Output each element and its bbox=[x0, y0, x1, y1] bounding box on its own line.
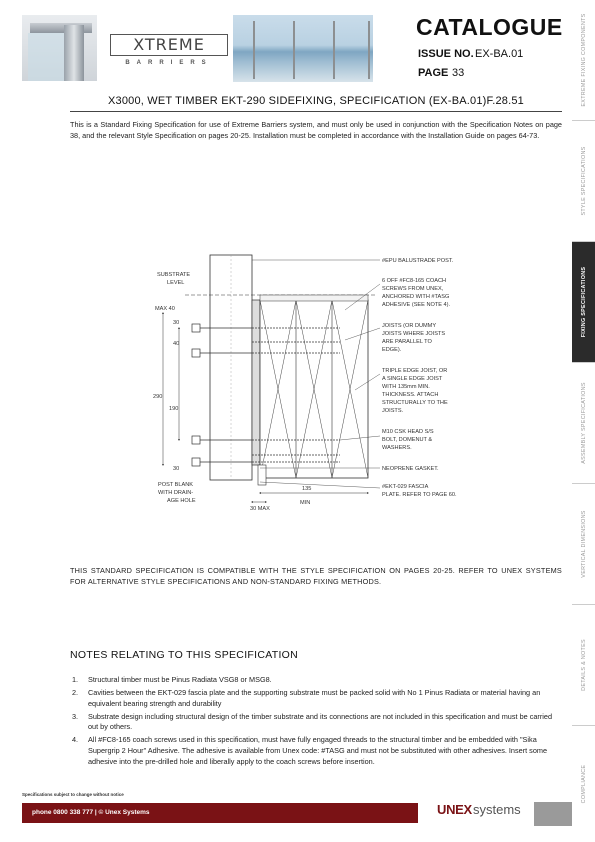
svg-text:BOLT, DOMENUT &: BOLT, DOMENUT & bbox=[382, 437, 433, 443]
footer-contact: phone 0800 338 777 | © Unex Systems bbox=[32, 809, 150, 816]
sidebar-item-details[interactable] bbox=[572, 605, 595, 726]
sidebar-item-assembly[interactable] bbox=[572, 363, 595, 484]
logo-word: XTREME bbox=[110, 34, 228, 56]
list-item: 4. All #FC8-165 coach screws used in this specification, must have fully engaged threads to the structural timber and be embedded with "Sika Supergrip 2 Hour" Adhesive. The adhesive is available from Unex code: #TASG and must not be substituted with other adhesives. Insert some adhesive into the pre-drilled hole and liberally apply to the coach screws before insertion. bbox=[72, 735, 548, 766]
svg-text:#EPU BALUSTRADE POST.: #EPU BALUSTRADE POST. bbox=[382, 258, 454, 264]
page-label: PAGE bbox=[418, 67, 449, 79]
sidebar-item-style[interactable] bbox=[572, 121, 595, 242]
disclaimer: Specifications subject to change without notice bbox=[22, 792, 124, 797]
svg-text:WASHERS.: WASHERS. bbox=[382, 445, 412, 451]
dim-30-max: 30 MAX bbox=[250, 506, 270, 512]
unex-logo: UNEX bbox=[437, 802, 472, 817]
post-blank-label: WITH DRAIN- bbox=[158, 490, 194, 496]
sidebar-item-label: VERTICAL DIMENSIONS bbox=[580, 510, 587, 578]
sidebar-item-components[interactable] bbox=[572, 0, 595, 121]
max40-label: MAX 40 bbox=[155, 306, 175, 312]
section-sidebar bbox=[572, 0, 595, 842]
svg-text:JOISTS WHERE JOISTS: JOISTS WHERE JOISTS bbox=[382, 331, 446, 337]
svg-text:ANCHORED WITH #TASG: ANCHORED WITH #TASG bbox=[382, 294, 450, 300]
substrate-level-label: LEVEL bbox=[167, 280, 185, 286]
sidebar-item-label: ASSEMBLY SPECIFICATIONS bbox=[580, 382, 587, 464]
xtreme-barriers-logo bbox=[110, 34, 228, 74]
callout-edge-joist bbox=[382, 368, 448, 414]
svg-text:TRIPLE EDGE JOIST, OR: TRIPLE EDGE JOIST, OR bbox=[382, 368, 448, 374]
post-blank-label: POST BLANK bbox=[158, 482, 194, 488]
sidebar-item-label: COMPLIANCE bbox=[580, 764, 587, 804]
svg-text:STRUCTURALLY TO THE: STRUCTURALLY TO THE bbox=[382, 400, 448, 406]
callout-gasket bbox=[382, 466, 439, 472]
notes-heading: NOTES RELATING TO THIS SPECIFICATION bbox=[70, 649, 299, 661]
svg-text:6 OFF #FC8-165 COACH: 6 OFF #FC8-165 COACH bbox=[382, 278, 447, 284]
compatibility-paragraph: THIS STANDARD SPECIFICATION IS COMPATIBLE WITH THE STYLE SPECIFICATION ON PAGES 20-25. REFER TO UNEX SYSTEMS FOR ALTERNATIVE STYLE SPECIFICATIONS AND NON-STANDARD FIXING METHODS. bbox=[70, 566, 562, 586]
svg-text:JOISTS (OR DUMMY: JOISTS (OR DUMMY bbox=[382, 323, 437, 329]
divider bbox=[70, 111, 562, 112]
list-item: 2. Cavities between the EKT-029 fascia plate and the supporting substrate must be packed solid with No 1 Pinus Radiata or material having an equivalent bearing strength and durability bbox=[72, 688, 541, 708]
svg-text:ADHESIVE (SEE NOTE 4).: ADHESIVE (SEE NOTE 4). bbox=[382, 302, 451, 308]
svg-text:JOISTS.: JOISTS. bbox=[382, 408, 404, 414]
notes-list bbox=[70, 675, 562, 770]
dim-190: 190 bbox=[169, 406, 179, 412]
issue-value: EX-BA.01 bbox=[475, 48, 524, 60]
dim-135: 135 bbox=[302, 486, 312, 492]
sidebar-item-label: EXTREME FIXING COMPONENTS bbox=[580, 13, 587, 107]
list-item: 3. Substrate design including structural design of the timber substrate and its connections are not included in this specification and must be carried out by others. bbox=[72, 711, 553, 732]
product-photo-balcony bbox=[233, 15, 373, 82]
svg-text:PLATE. REFER TO PAGE 60.: PLATE. REFER TO PAGE 60. bbox=[382, 492, 457, 498]
product-photo-post bbox=[22, 15, 97, 81]
dim-30-top: 30 bbox=[173, 320, 180, 326]
callout-coach-screws bbox=[382, 278, 451, 308]
callout-bolt bbox=[382, 429, 434, 451]
post-blank-label: AGE HOLE bbox=[167, 498, 196, 504]
svg-text:THICKNESS. ATTACH: THICKNESS. ATTACH bbox=[382, 392, 439, 398]
logo-subtitle: BARRIERS bbox=[125, 60, 213, 66]
unex-logo-systems: systems bbox=[473, 802, 521, 817]
substrate-level-label: SUBSTRATE bbox=[157, 272, 191, 278]
svg-text:ARE PARALLEL TO: ARE PARALLEL TO bbox=[382, 339, 432, 345]
dim-135-min: MIN bbox=[300, 500, 311, 506]
svg-text:A SINGLE EDGE JOIST: A SINGLE EDGE JOIST bbox=[382, 376, 443, 382]
fixing-section-drawing bbox=[145, 250, 475, 520]
intro-paragraph: This is a Standard Fixing Specification for use of Extreme Barriers system, and must only be used in conjunction with the Specification Notes on page 38, and the relevant Style Specification on pages 20-25. Installation must be completed in accordance with the Installation Guide on pages 64-73. bbox=[70, 120, 562, 140]
svg-text:NEOPRENE GASKET.: NEOPRENE GASKET. bbox=[382, 466, 439, 472]
list-item: 1. Structural timber must be Pinus Radiata VSG8 or MSG8. bbox=[72, 675, 272, 684]
page-number: 33 bbox=[452, 67, 465, 79]
callout-balustrade-post bbox=[382, 258, 454, 264]
dim-40: 40 bbox=[173, 341, 180, 347]
dim-30-bottom: 30 bbox=[173, 466, 180, 472]
svg-text:#EKT-029 FASCIA: #EKT-029 FASCIA bbox=[382, 484, 429, 490]
svg-text:M10 CSK HEAD S/S: M10 CSK HEAD S/S bbox=[382, 429, 434, 435]
svg-text:EDGE).: EDGE). bbox=[382, 347, 402, 353]
svg-text:SCREWS FROM UNEX,: SCREWS FROM UNEX, bbox=[382, 286, 444, 292]
callout-fascia-plate bbox=[382, 484, 457, 498]
svg-text:WITH 135mm MIN.: WITH 135mm MIN. bbox=[382, 384, 430, 390]
sidebar-item-fixing[interactable] bbox=[572, 242, 595, 363]
sidebar-item-vertical[interactable] bbox=[572, 484, 595, 605]
callout-joists bbox=[382, 323, 445, 353]
sidebar-item-label: DETAILS & NOTES bbox=[580, 639, 587, 691]
catalogue-title: CATALOGUE bbox=[416, 14, 563, 40]
sidebar-item-label: FIXING SPECIFICATIONS bbox=[580, 266, 587, 338]
footer-block bbox=[534, 802, 572, 826]
sidebar-item-label: STYLE SPECIFICATIONS bbox=[580, 146, 587, 216]
sidebar-item-compliance[interactable] bbox=[572, 726, 595, 842]
spec-title: X3000, WET TIMBER EKT-290 SIDEFIXING, SPECIFICATION (EX-BA.01)F.28.51 bbox=[107, 95, 525, 107]
dim-290: 290 bbox=[153, 394, 163, 400]
issue-label: ISSUE NO. bbox=[418, 48, 474, 60]
